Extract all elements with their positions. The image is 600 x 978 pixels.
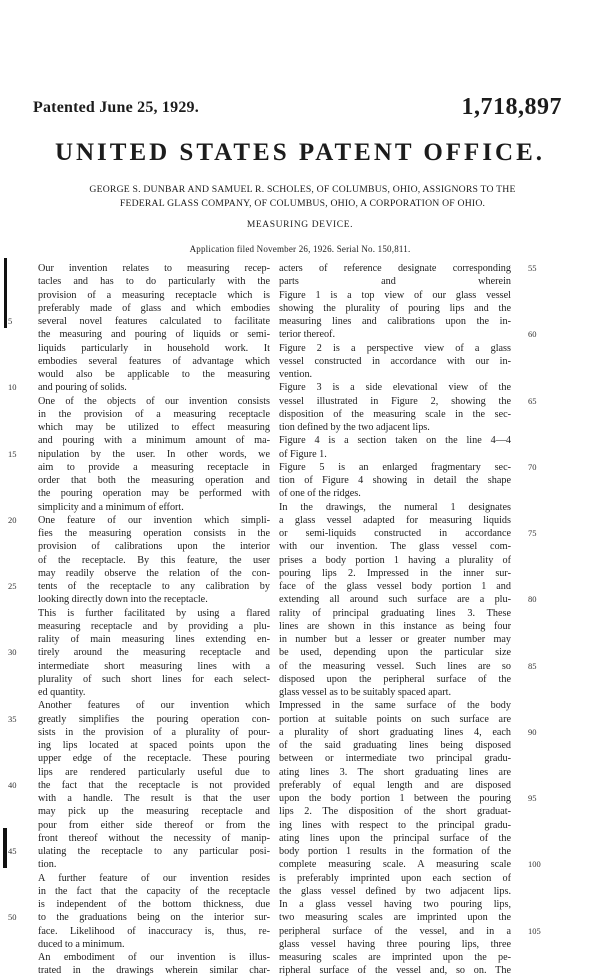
text-line: ed quantity. bbox=[38, 687, 86, 698]
text-line: peripheral surface of the vessel, and in a bbox=[279, 925, 511, 937]
text-line: ating lines 3. The short graduating lines are bbox=[279, 766, 511, 778]
text-line: several novel features calculated to facilitate bbox=[38, 316, 270, 327]
text-line: complete measuring scale. A measuring scale bbox=[279, 859, 511, 871]
line-number: 70 bbox=[528, 461, 537, 472]
patent-number: 1,718,897 bbox=[461, 94, 562, 120]
text-line: a glass vessel adapted for measuring liquids bbox=[279, 514, 511, 526]
text-line: the glass vessel defined by two adjacent lips. bbox=[279, 885, 511, 897]
text-line: between or intermediate two principal gradu- bbox=[279, 753, 511, 765]
line-number: 65 bbox=[528, 395, 537, 406]
text-line: is preferably imprinted upon each section of bbox=[279, 872, 511, 884]
text-line: terior thereof. bbox=[279, 329, 336, 341]
text-line: upon the body portion 1 between the pouring bbox=[279, 793, 511, 804]
text-line: order that both the measuring operation and bbox=[38, 475, 270, 486]
text-line: or semi-liquids constructed in accordance bbox=[279, 528, 511, 539]
text-line: face of the glass vessel body portion 1 and bbox=[279, 581, 511, 592]
text-line: A further feature of our invention resides bbox=[38, 872, 270, 884]
line-number: 15 bbox=[8, 448, 17, 459]
text-line: the fact that the receptacle is not provided bbox=[38, 779, 270, 791]
assignors-line: GEORGE S. DUNBAR AND SAMUEL R. SCHOLES, OF COLUMBUS, OHIO, ASSIGNORS TO THE bbox=[89, 184, 516, 195]
text-line: glass vessel having three pouring lips, three bbox=[279, 938, 511, 950]
office-title: UNITED STATES PATENT OFFICE. bbox=[54, 139, 546, 166]
text-line: measuring receptacle and by providing a plu- bbox=[38, 620, 270, 632]
text-line: front thereof without the necessity of manip- bbox=[38, 832, 270, 844]
text-line: An embodiment of our invention is illus- bbox=[38, 952, 270, 963]
text-line: ing lips located at spaced points upon the bbox=[38, 740, 270, 751]
text-line: measuring lines and calibrations upon the in- bbox=[279, 316, 511, 327]
text-line: of the measuring vessel. Such lines are so bbox=[279, 660, 511, 672]
text-line: plurality of such short lines for each select- bbox=[38, 673, 270, 685]
text-line: sists in the provision of a plurality of pour- bbox=[38, 726, 270, 738]
text-line: rality of main measuring lines extending en- bbox=[38, 634, 270, 645]
text-line: tirely around the measuring receptacle and bbox=[38, 647, 270, 659]
text-line: Figure 1 is a top view of our glass vessel bbox=[279, 289, 511, 301]
text-line: fies the measuring operation consists in the bbox=[38, 528, 270, 539]
text-line: and pouring of solids. bbox=[38, 382, 127, 394]
text-line: One of the objects of our invention consists bbox=[38, 395, 270, 407]
text-line: ing lines with respect to the principal gradu- bbox=[279, 819, 511, 831]
text-line: of the said graduating lines being disposed bbox=[279, 740, 511, 751]
text-line: One feature of our invention which simpli- bbox=[38, 514, 270, 526]
line-number: 60 bbox=[528, 329, 537, 340]
text-line: pour from either side thereof or from the bbox=[38, 819, 270, 831]
text-line: in the provision of a measuring receptacle bbox=[38, 408, 270, 420]
line-number: 25 bbox=[8, 581, 17, 591]
line-number: 80 bbox=[528, 594, 537, 605]
line-number: 45 bbox=[8, 846, 17, 856]
text-line: Another features of our invention which bbox=[38, 700, 270, 712]
text-line: ulating the receptacle to any particular posi- bbox=[38, 846, 270, 857]
text-line: with our invention. The glass vessel com- bbox=[279, 541, 511, 553]
text-line: disposition of the measuring scale in the sec- bbox=[279, 408, 511, 420]
text-line: is independent of the bottom thickness, due bbox=[38, 899, 270, 910]
text-line: looking directly down into the receptacle. bbox=[38, 594, 208, 606]
text-line: face. Likelihood of inaccuracy is, thus, re- bbox=[38, 925, 270, 937]
text-line: preferably of equal length and are disposed bbox=[279, 779, 511, 791]
text-line: trated in the drawings wherein similar char- bbox=[38, 965, 270, 977]
text-line: Our invention relates to measuring recep- bbox=[38, 263, 270, 274]
text-line: ating lines upon the principal surface of the bbox=[279, 832, 511, 844]
text-line: rality of principal graduating lines 3. These bbox=[279, 607, 511, 619]
text-line: extending all around such surface are a plu- bbox=[279, 594, 511, 606]
text-line: to the graduations being on the interior sur- bbox=[38, 912, 270, 924]
text-line: intermediate short measuring lines with a bbox=[38, 660, 270, 672]
text-line: Impressed in the same surface of the body bbox=[279, 700, 511, 712]
text-line: vention. bbox=[279, 369, 313, 380]
line-number: 10 bbox=[8, 382, 17, 393]
text-line: aim to provide a measuring receptacle in bbox=[38, 461, 270, 473]
text-line: the measuring and pouring of liquids or semi- bbox=[38, 329, 270, 341]
text-line: vessel constructed in accordance with our in- bbox=[279, 355, 511, 367]
text-line: tents of the receptacle to any calibration by bbox=[38, 581, 270, 592]
text-line: ripheral surface of the vessel and, so on. The bbox=[279, 965, 511, 977]
patent-date: Patented June 25, 1929. bbox=[33, 99, 199, 116]
right-text-column bbox=[279, 262, 511, 978]
text-line: upper edge of the receptacle. These pouring bbox=[38, 753, 270, 765]
text-line: the pouring operation may be performed with bbox=[38, 488, 270, 500]
text-line: a plurality of short graduating lines 4, each bbox=[279, 726, 511, 738]
scan-artifact-mark bbox=[4, 258, 7, 328]
text-line: provision of a measuring receptacle which is bbox=[38, 289, 270, 301]
text-line: In the drawings, the numeral 1 designates bbox=[279, 501, 511, 513]
text-line: body portion 1 results in the formation of the bbox=[279, 846, 511, 857]
text-line: In a glass vessel having two pouring lips, bbox=[279, 899, 511, 910]
text-line: disposed upon the peripheral surface of the bbox=[279, 673, 511, 685]
line-number: 35 bbox=[8, 713, 17, 724]
text-line: tion. bbox=[38, 859, 57, 871]
assignors-block bbox=[40, 183, 565, 211]
text-line: glass vessel as to be suitably spaced apart. bbox=[279, 687, 452, 698]
text-line: be used, depending upon the particular size bbox=[279, 647, 511, 659]
text-line: in number but a lesser or greater number may bbox=[279, 634, 511, 645]
text-line: tion defined by the two adjacent lips. bbox=[279, 422, 430, 433]
line-number: 90 bbox=[528, 726, 537, 737]
device-title: MEASURING DEVICE. bbox=[246, 220, 354, 230]
text-line: embodies several features of advantage which bbox=[38, 355, 270, 367]
line-number: 20 bbox=[8, 514, 17, 525]
line-number: 55 bbox=[528, 263, 537, 273]
text-line: two measuring scales are imprinted upon the bbox=[279, 912, 511, 924]
line-number: 30 bbox=[8, 647, 17, 658]
assignors-line: FEDERAL GLASS COMPANY, OF COLUMBUS, OHIO, A CORPORATION OF OHIO. bbox=[119, 198, 486, 209]
text-line: provision of calibrations upon the interior bbox=[38, 541, 270, 553]
line-number: 5 bbox=[8, 316, 13, 326]
text-line: tion of Figure 4 showing in detail the shape bbox=[279, 475, 511, 486]
text-line: Figure 2 is a perspective view of a glass bbox=[279, 342, 511, 354]
text-line: may readily observe the relation of the con- bbox=[38, 567, 270, 579]
text-line: with a handle. The result is that the user bbox=[38, 793, 270, 804]
line-number: 75 bbox=[528, 528, 537, 538]
text-line: measuring scales are imprinted upon the pe- bbox=[279, 952, 511, 963]
left-text-column bbox=[38, 262, 270, 978]
line-number: 50 bbox=[8, 912, 17, 923]
line-number: 95 bbox=[528, 793, 537, 803]
line-number: 105 bbox=[528, 925, 541, 936]
text-line: of one of the ridges. bbox=[279, 488, 361, 500]
text-line: Figure 5 is an enlarged fragmentary sec- bbox=[279, 461, 511, 473]
text-line: simplicity and a minimum of effort. bbox=[38, 501, 184, 513]
text-line: would also be applicable to the measuring bbox=[38, 369, 270, 380]
text-line: of the receptacle. By this feature, the user bbox=[38, 554, 270, 566]
text-line: lips are rendered particularly useful due to bbox=[38, 766, 270, 778]
scan-artifact-mark bbox=[3, 828, 7, 868]
text-line: may pick up the measuring receptacle and bbox=[38, 806, 270, 818]
text-line: greatly simplifies the pouring operation con- bbox=[38, 713, 270, 725]
text-line: nipulation by the user. In other words, we bbox=[38, 448, 270, 460]
text-line: showing the plurality of pouring lips and the bbox=[279, 302, 511, 314]
line-number: 40 bbox=[8, 779, 17, 790]
text-line: tacles and has to do particularly with the bbox=[38, 276, 270, 288]
text-line: lips 2. The disposition of the short graduat- bbox=[279, 806, 511, 818]
text-line: Figure 4 is a section taken on the line 4—4 bbox=[279, 435, 511, 447]
text-line: pouring lips 2. Impressed in the inner sur- bbox=[279, 567, 511, 579]
text-line: portion at suitable points on such surface are bbox=[279, 713, 511, 725]
text-line: and pouring with a minimum amount of ma- bbox=[38, 435, 270, 447]
text-line: This is further facilitated by using a flared bbox=[38, 607, 270, 619]
text-line: preferably made of glass and which embodies bbox=[38, 302, 270, 314]
text-line: vessel illustrated in Figure 2, showing the bbox=[279, 395, 511, 407]
text-line: acters of reference designate corresponding bbox=[279, 263, 511, 274]
text-line: duced to a minimum. bbox=[38, 938, 125, 950]
text-line: of Figure 1. bbox=[279, 448, 327, 460]
text-line: which may be utilized to effect measuring bbox=[38, 422, 270, 433]
text-line: lines are shown in this instance as being four bbox=[279, 620, 511, 632]
text-line: liquids particularly in household work. It bbox=[38, 342, 270, 354]
line-number: 100 bbox=[528, 859, 541, 870]
text-line: in the fact that the capacity of the receptacle bbox=[38, 885, 270, 897]
text-line: parts and wherein bbox=[279, 276, 511, 288]
application-filed: Application filed November 26, 1926. Serial No. 150,811. bbox=[189, 244, 411, 254]
text-line: Figure 3 is a side elevational view of the bbox=[279, 382, 511, 394]
line-number: 85 bbox=[528, 660, 537, 671]
text-line: prises a body portion 1 having a plurality of bbox=[279, 554, 511, 566]
